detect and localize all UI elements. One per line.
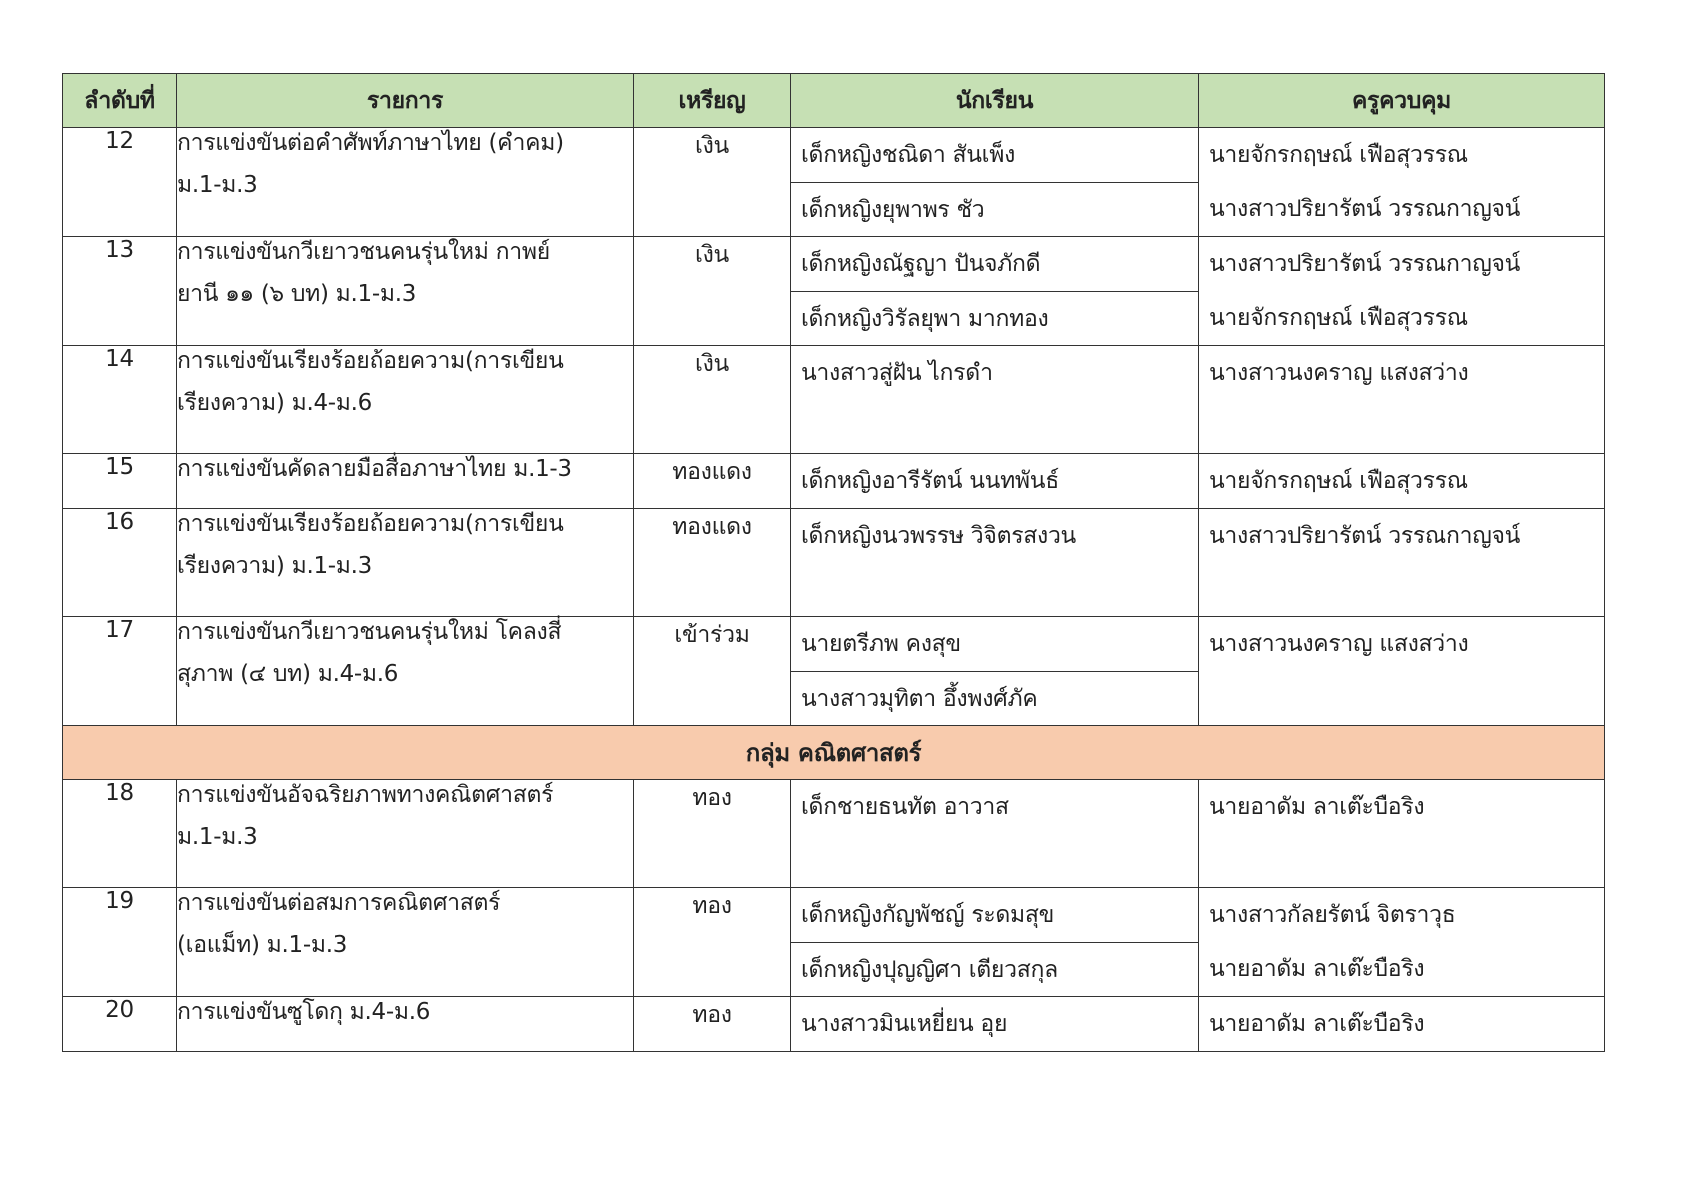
competition-item: [177, 509, 634, 617]
row-number: 14: [63, 346, 177, 454]
competition-item-line: การแข่งขันเรียงร้อยถ้อยความ(การเขียน: [177, 348, 564, 374]
students-cell: [791, 237, 1199, 346]
group-label: กลุ่ม คณิตศาสตร์: [63, 726, 1605, 780]
students-cell: [791, 617, 1199, 726]
student-name: เด็กชายธนทัต อาวาส: [801, 794, 1009, 820]
header-students: นักเรียน: [791, 74, 1199, 128]
competition-item-line: สุภาพ (๔ บท) ม.4-ม.6: [177, 661, 399, 687]
competition-item-line: การแข่งขันกวีเยาวชนคนรุ่นใหม่ โคลงสี่: [177, 619, 562, 645]
teachers-cell: [1199, 617, 1605, 726]
competition-item-line: การแข่งขันกวีเยาวชนคนรุ่นใหม่ กาพย์: [177, 239, 550, 265]
competition-item-line: เรียงความ) ม.1-ม.3: [177, 553, 372, 579]
student-name: นายตรีภพ คงสุข: [801, 631, 961, 657]
students-cell: [791, 128, 1199, 237]
teacher-name: นายอาดัม ลาเต๊ะบือริง: [1209, 956, 1425, 982]
teachers-cell: [1199, 346, 1605, 454]
student-name: นางสาวสู่ฝัน ไกรดำ: [801, 360, 993, 386]
student-name: นางสาวมินเหยี่ยน อุย: [801, 1011, 1008, 1037]
medal-value: ทอง: [634, 997, 791, 1052]
row-number: 17: [63, 617, 177, 726]
header-no: ลำดับที่: [63, 74, 177, 128]
competition-item-line: ม.1-ม.3: [177, 824, 258, 850]
header-medal: เหรียญ: [634, 74, 791, 128]
row-number: 15: [63, 454, 177, 509]
students-cell: [791, 509, 1199, 617]
student-name: เด็กหญิงปุญญิศา เตียวสกุล: [791, 942, 1198, 996]
row-number: 18: [63, 780, 177, 888]
row-number: 12: [63, 128, 177, 237]
competition-item-line: การแข่งขันเรียงร้อยถ้อยความ(การเขียน: [177, 511, 564, 537]
student-name: นางสาวมุทิตา อึ้งพงศ์ภัค: [791, 671, 1198, 725]
teacher-name: นายอาดัม ลาเต๊ะบือริง: [1209, 1011, 1425, 1037]
teacher-name: นายจักรกฤษณ์ เฟือสุวรรณ: [1209, 142, 1468, 168]
teacher-name: นางสาวนงคราญ แสงสว่าง: [1209, 360, 1469, 386]
teacher-name: นายอาดัม ลาเต๊ะบือริง: [1209, 794, 1425, 820]
students-cell: [791, 780, 1199, 888]
competition-item-line: การแข่งขันต่อสมการคณิตศาสตร์: [177, 890, 501, 916]
students-cell: [791, 346, 1199, 454]
row-number: 13: [63, 237, 177, 346]
row-number: 20: [63, 997, 177, 1052]
header-item: รายการ: [177, 74, 634, 128]
teacher-name: นางสาวปริยารัตน์ วรรณกาญจน์: [1209, 251, 1521, 277]
competition-item: [177, 888, 634, 997]
teacher-name: นายจักรกฤษณ์ เฟือสุวรรณ: [1209, 468, 1468, 494]
teachers-cell: [1199, 128, 1605, 237]
table-row: [63, 509, 1605, 617]
teachers-cell: [1199, 509, 1605, 617]
teachers-cell: [1199, 454, 1605, 509]
teachers-cell: [1199, 780, 1605, 888]
student-name: เด็กหญิงวิรัลยุพา มากทอง: [791, 291, 1198, 345]
students-cell: [791, 997, 1199, 1052]
medal-value: ทองแดง: [634, 509, 791, 617]
students-cell: [791, 454, 1199, 509]
medal-value: เงิน: [634, 237, 791, 346]
medal-value: ทอง: [634, 780, 791, 888]
competition-item-line: การแข่งขันต่อคำศัพท์ภาษาไทย (คำคม): [177, 130, 564, 156]
table-row: [63, 780, 1605, 888]
medal-value: ทองแดง: [634, 454, 791, 509]
competition-item: [177, 128, 634, 237]
table-row: [63, 617, 1605, 726]
competition-item-line: (เอแม็ท) ม.1-ม.3: [177, 932, 348, 958]
teacher-name: นางสาวปริยารัตน์ วรรณกาญจน์: [1209, 523, 1521, 549]
student-name: เด็กหญิงกัญพัชญ์ ระดมสุข: [801, 902, 1055, 928]
table-row: [63, 888, 1605, 997]
row-number: 16: [63, 509, 177, 617]
teachers-cell: [1199, 237, 1605, 346]
teacher-name: นายจักรกฤษณ์ เฟือสุวรรณ: [1209, 305, 1468, 331]
competition-item-line: ยานี ๑๑ (๖ บท) ม.1-ม.3: [177, 281, 417, 307]
competition-item-line: การแข่งขันคัดลายมือสื่อภาษาไทย ม.1-3: [177, 456, 572, 482]
table-row: [63, 237, 1605, 346]
competition-item: [177, 780, 634, 888]
competition-item: [177, 997, 634, 1052]
table-row: [63, 128, 1605, 237]
student-name: เด็กหญิงชณิดา สันเพ็ง: [801, 142, 1016, 168]
competition-item: [177, 237, 634, 346]
competition-item-line: ม.1-ม.3: [177, 172, 258, 198]
table-row: [63, 997, 1605, 1052]
header-teachers: ครูควบคุม: [1199, 74, 1605, 128]
students-cell: [791, 888, 1199, 997]
medal-value: เงิน: [634, 128, 791, 237]
table-row: [63, 346, 1605, 454]
teachers-cell: [1199, 888, 1605, 997]
competition-item-line: เรียงความ) ม.4-ม.6: [177, 390, 372, 416]
student-name: เด็กหญิงอารีรัตน์ นนทพันธ์: [801, 468, 1059, 494]
medal-value: เงิน: [634, 346, 791, 454]
table-body: [63, 128, 1605, 1052]
row-number: 19: [63, 888, 177, 997]
competition-item: [177, 617, 634, 726]
teacher-name: นางสาวปริยารัตน์ วรรณกาญจน์: [1209, 196, 1521, 222]
competition-item-line: การแข่งขันซูโดกุ ม.4-ม.6: [177, 999, 431, 1025]
teacher-name: นางสาวกัลยรัตน์ จิตราวุธ: [1209, 902, 1456, 928]
student-name: เด็กหญิงนวพรรษ วิจิตรสงวน: [801, 523, 1076, 549]
student-name: เด็กหญิงณัฐญา ปันจภักดี: [801, 251, 1041, 277]
competition-item-line: การแข่งขันอัจฉริยภาพทางคณิตศาสตร์: [177, 782, 554, 808]
competition-item: [177, 346, 634, 454]
medal-value: ทอง: [634, 888, 791, 997]
awards-table: [62, 73, 1605, 1052]
teachers-cell: [1199, 997, 1605, 1052]
medal-value: เข้าร่วม: [634, 617, 791, 726]
teacher-name: นางสาวนงคราญ แสงสว่าง: [1209, 631, 1469, 657]
student-name: เด็กหญิงยุพาพร ชัว: [791, 182, 1198, 236]
